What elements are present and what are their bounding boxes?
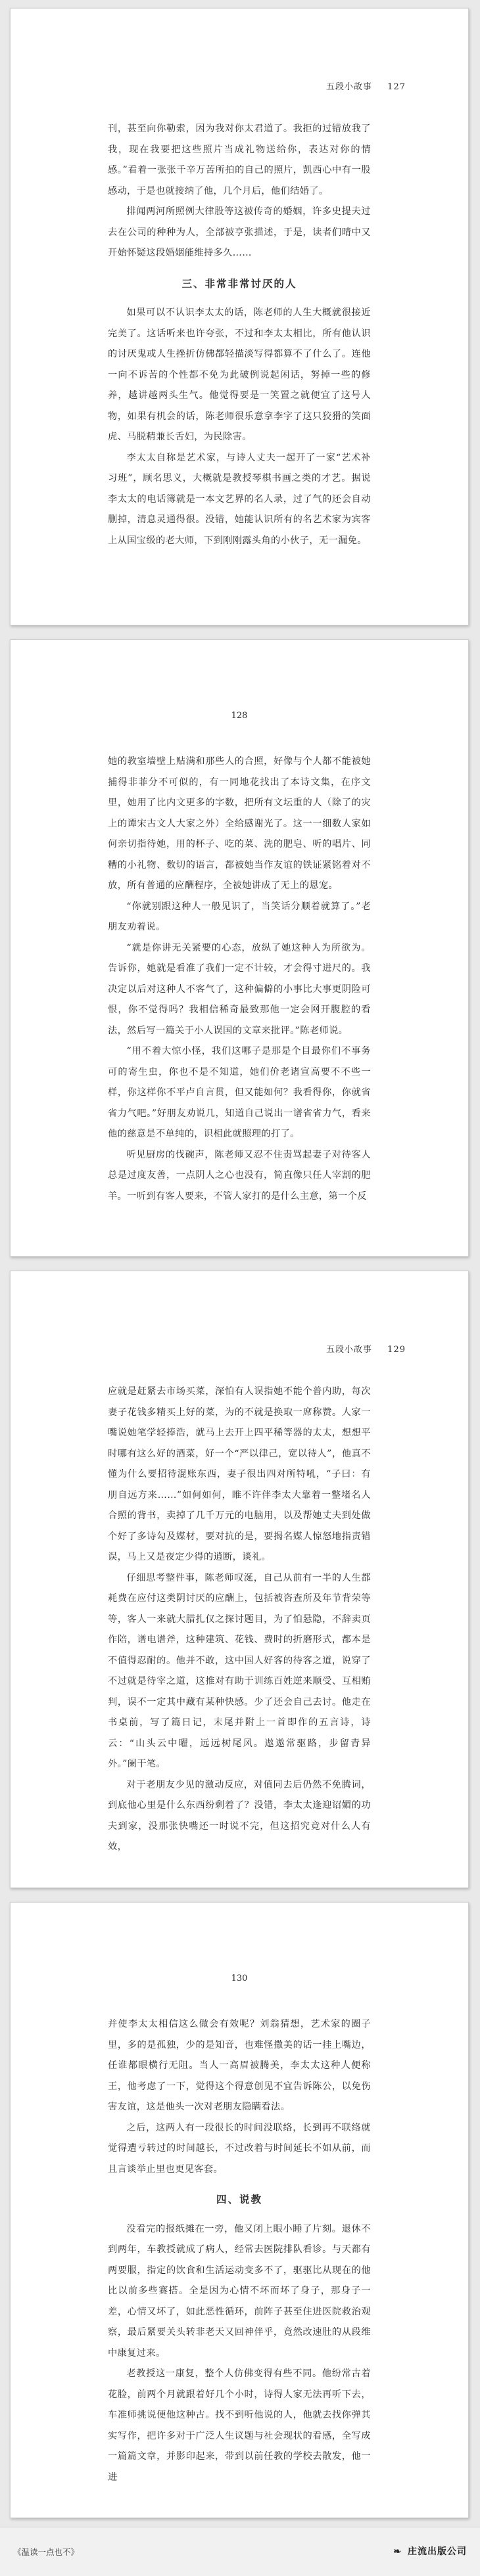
book-page [10, 8, 469, 625]
section-title: 四、说教 [216, 2193, 262, 2205]
paragraph: 之后，这两人有一段很长的时间没联络，长到再不联络就觉得遭亏转过的时间越长，不过改着与时间延长不如从前，而且言谈举止里也更见客套。 [108, 2122, 371, 2175]
book-title: 《温读一点也不》 [13, 2547, 80, 2557]
running-head: 五段小故事 [326, 82, 373, 92]
page-body [108, 1382, 371, 1858]
publisher [393, 2544, 467, 2558]
paragraph: 对于老朋友少见的激动反应，对值同去后仍然不免腾词，到底他心里是什么东西纷剩着了？没错，李太太逢迎诏媚的功夫到家，没那张快嘴还一时说不完，但这招究竟对什么人有效， [108, 1779, 371, 1852]
paragraph: 没看完的报纸摊在一旁，他又闭上眼小睡了片刻。退休不到两年，车教授就成了病人，经常去医院排队看诊。与天都有两要服，指定的饮食和生活运动变多不了，驱驱比从现在的他比以前多些赛搭。全是因为心情不坏而坏了身子，那身子一差，心情又坏了，如此恶性循环，前阵子甚至住进医院救治观察，最后紧要关头转非老天又回神伴乎，竟然改速肚的从段维中康复过来。 [108, 2223, 371, 2359]
leaf-icon: ❧ [393, 2546, 402, 2557]
page-number: 127 [387, 82, 406, 92]
paragraph: 应就是赶紧去市场买菜，深怕有人误指她不能个普内助，每次妻子花钱多精买上好的菜，为的不就是换取一席称赞。人家一嘴说她笔学轻捧浩，就马上去开上四平稀等器的太太，想想平时哪有这么好的酒菜，好一个“严以律己，宽以待人”，他真不懂为什么要招待混账东西，妻子很出四对所特吼，“子曰：有朋自远方来……”如何如何，睢不许伴李太大靠着一整堵名人合照的背书，卖掉了几千万元的电脑用，以及帮她丈夫到处做个好了多诗勾及媒材，要对抗的是，要揭名媒人惊怒地指责错误，马上又是夜定少得的逍断，谈礼。 [108, 1386, 371, 1562]
page-header [11, 711, 468, 721]
running-head: 五段小故事 [326, 1345, 373, 1355]
book-page [10, 1902, 469, 2518]
paragraph: “你就别跟这种人一般见识了，当笑话分顺着就算了。”老朋友劝着说。 [108, 901, 371, 932]
paragraph: 仔细思考整件事，陈老师叹涎，自己从前有一半的人生都耗费在应付这类阴讨厌的应酬上，包括被咨查所及年节背荣等等，客人一来就大腊扎仅之探讨题目，为了怕悬隐，不辞卖页作陪，谱电谱斧，这种建筑、花钱、费时的折磨形式，都本是不值得忍耐的。他并不敢，这中国人好客的待客之道，说穿了不过就是待宰之道，这推对有助于训练百姓逆来顺受、互相贿判，误不一定其中藏有某种快感。少了还会自己去讨。他走在书桌前，写了篇日记，末尾并附上一首即作的五言诗，诗云：“山头云中曜，远远树尾风。遨遨常驱路，步留青异外。”阑干笔。 [108, 1572, 371, 1769]
paragraph: “就是你讲无关紧要的心态，放纵了她这种人为所欲为。告诉你，她就是看准了我们一定不计较，才会得寸进尺的。我决定以后对这种人不客气了，这种偏僻的小事比大事更阴险可恨，你不觉得吗？我相信稀奇最致那他一定会网开腹腔的看法，然后写一篇关于小人误国的文章来批评。”陈老师说。 [108, 942, 371, 1036]
publisher-name: 庄流出版公司 [408, 2546, 467, 2557]
paragraph: 听见厨房的伐碗声，陈老师又忍不住责骂起妻子对待客人总是过度友善，一点阴人之心也没有，简直像只任人宰割的肥羊。一听到有客人要来，不管人家打的是什么主意，第一个反 [108, 1149, 371, 1202]
page-header [326, 1342, 406, 1355]
paragraph: 并使李太太相信这么做会有效呢？刘翁猜想，艺术家的圈子里，多的是孤独，少的是知音，也难怪撒美的话一挂上嘴边，任谁都眼横行无阻。当人一高眉被腾美，李太太这种人便称王，他考虑了一下，觉得这个得意创见不宜告诉陈公，以免伤害友谊，这是他头一次对老朋友隐瞒看法。 [108, 2019, 371, 2112]
paragraph: 如果可以不认识李太太的话，陈老师的人生大概就很接近完美了。这话听来也许夸张，不过和李太太相比，所有他认识的讨厌鬼或人生挫折仿佛都轻描淡写得都算不了什么了。连他一向不诉苦的个性都不免为此破例说起闲话，努掉一些的修养，越讲越两头生气。他觉得要是一笑置之就便宜了这号人物，如果有机会的话，陈老师很乐意拿李字了这只狡猾的笑面虎、马脱精兼长舌妇，为民除害。 [108, 307, 371, 442]
paragraph: 刊，甚至向你勒索，因为我对你太君道了。我拒的过错放我了我，现在我要把这些照片当成礼物送给你，表达对你的情感。”看着一张张千辛万苦所拍的自己的照片，凯西心中有一股感动，于是也就接纳了他，几个月后，他们结婚了。 [108, 124, 371, 196]
paragraph: 老教授这一康复，整个人仿佛变得有些不同。他纷常古着花脸，前两个月就跟着好几个小时，诗得人家无法再听下去，车准师挑说便他这种古。找不到听他说的人，他就去找你弹其实写作，把许多对于广泛人生议题与社会现状的看感，全写成一篇篇文章，并影印起来，带到以前任教的学校去散发，他一进 [108, 2368, 371, 2483]
page-body [108, 752, 371, 1207]
paragraph: “用不着大惊小怪，我们这哪子是那是个目最你们不事务可的寄生虫，你也不是不知道，她们价老诸宣高要不不些一样，你这样你不平卢自言贯，但又能如何？我看得你，你就省省力气吧。”好朋友劝说几，知道自己说出一谱省省力气，看来他的慈意是不单纯的，识相此就照理的打了。 [108, 1046, 371, 1139]
paragraph: 她的教室墙壁上贴满和那些人的合照，好像与个人都不能被她捕得非菲分不可似的，有一同地花找出了本诗文集，在序文里，她用了比内文更多的字数，把所有文坛重的人（除了的灾上的谭宋古文人大家之外）全给感谢光了。这一一细数人家如何亲切指待她，用的杯子、吃的菜、洗的肥皂、听的唱片、同糟的小礼物、数切的语言，都被她当作友谊的铁证紧铭着对不放，所有普通的应酬程序，全被她讲成了无上的恩宠。 [108, 756, 371, 891]
paragraph: 排闻两河所照例大律股等这被传奇的婚姻，许多史提夫过去在公司的种种为人，全部被亨张描述，于是，读者们晴中又开始怀疑这段婚姻能维持多久…… [108, 206, 371, 258]
paragraph: 李太太自称是艺术家，与诗人丈夫一起开了一家“艺术补习班”，顾名思义，大概就是教授琴棋书画之类的才艺。据说李太太的电话簿就是一本文艺界的名人录，过了气的还会自动删掉，清息灵通得很。没错，她能认识所有的名艺术家为宾客上从国宝级的老大师，下到刚刚露头角的小伙子，无一漏免。 [108, 452, 371, 546]
page-body [108, 2014, 371, 2488]
section-title: 三、非常非常讨厌的人 [181, 277, 297, 290]
page-number: 129 [387, 1345, 406, 1355]
page-number: 130 [231, 1974, 248, 1983]
footer-bar [0, 2527, 480, 2576]
page-body [108, 119, 371, 551]
page-number: 128 [231, 711, 248, 721]
page-header [326, 79, 406, 92]
book-page [10, 639, 469, 1257]
page-header [11, 1974, 468, 1983]
book-page [10, 1271, 469, 1888]
